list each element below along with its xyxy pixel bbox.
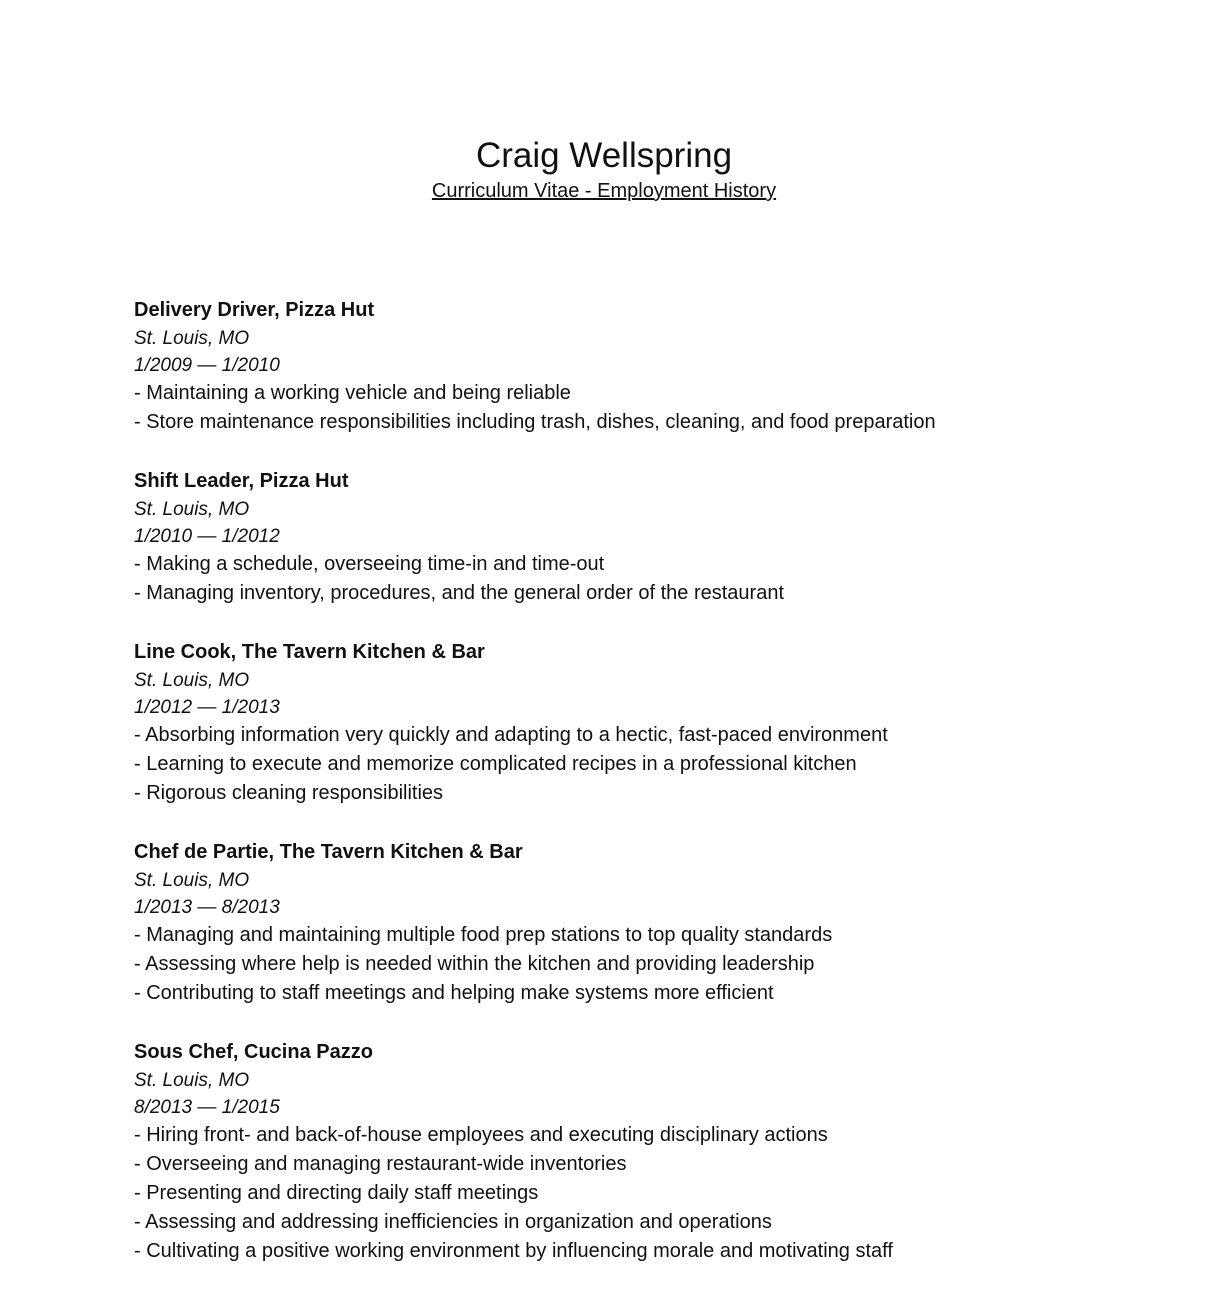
job-location: St. Louis, MO — [134, 328, 250, 349]
job-bullet: - Assessing and addressing inefficiencies in organization and operations — [134, 1211, 772, 1233]
job-location: St. Louis, MO — [134, 1070, 250, 1091]
job-title: Sous Chef, Cucina Pazzo — [134, 1041, 373, 1063]
job-dates: 1/2010 — 1/2012 — [134, 526, 280, 547]
job-bullet: - Making a schedule, overseeing time-in and time-out — [134, 553, 605, 575]
job-bullet: - Absorbing information very quickly and adapting to a hectic, fast-paced environment — [134, 724, 888, 746]
job-title: Chef de Partie, The Tavern Kitchen & Bar — [134, 841, 523, 863]
job-dates: 1/2009 — 1/2010 — [134, 355, 280, 376]
job-dates: 1/2013 — 8/2013 — [134, 897, 280, 918]
job-bullet: - Managing and maintaining multiple food prep stations to top quality standards — [134, 924, 833, 946]
job-entry — [134, 467, 1174, 608]
job-location: St. Louis, MO — [134, 870, 250, 891]
job-bullet: - Assessing where help is needed within the kitchen and providing leadership — [134, 953, 815, 975]
job-dates: 1/2012 — 1/2013 — [134, 697, 280, 718]
job-title: Line Cook, The Tavern Kitchen & Bar — [134, 641, 485, 663]
job-bullet: - Hiring front- and back-of-house employees and executing disciplinary actions — [134, 1124, 828, 1146]
job-bullet: - Overseeing and managing restaurant-wide inventories — [134, 1153, 627, 1175]
job-entry — [134, 838, 1174, 1008]
job-title: Delivery Driver, Pizza Hut — [134, 299, 375, 321]
job-entry — [134, 1038, 1174, 1266]
job-entry — [134, 296, 1174, 437]
job-dates: 8/2013 — 1/2015 — [134, 1097, 280, 1118]
job-bullet: - Presenting and directing daily staff meetings — [134, 1182, 539, 1204]
job-bullet: - Contributing to staff meetings and helping make systems more efficient — [134, 982, 774, 1004]
person-name: Craig Wellspring — [475, 136, 733, 175]
employment-history — [134, 296, 1174, 1296]
job-bullet: - Store maintenance responsibilities including trash, dishes, cleaning, and food preparation — [134, 411, 936, 433]
job-location: St. Louis, MO — [134, 499, 250, 520]
job-bullet: - Managing inventory, procedures, and the general order of the restaurant — [134, 582, 785, 604]
job-bullet: - Maintaining a working vehicle and being reliable — [134, 382, 571, 404]
job-entry — [134, 638, 1174, 808]
job-title: Shift Leader, Pizza Hut — [134, 470, 349, 492]
job-bullet: - Rigorous cleaning responsibilities — [134, 782, 444, 804]
document-subtitle: Curriculum Vitae - Employment History — [431, 180, 777, 202]
document-header — [0, 134, 1208, 204]
job-bullet: - Learning to execute and memorize complicated recipes in a professional kitchen — [134, 753, 857, 775]
job-location: St. Louis, MO — [134, 670, 250, 691]
job-bullet: - Cultivating a positive working environment by influencing morale and motivating staff — [134, 1240, 893, 1262]
